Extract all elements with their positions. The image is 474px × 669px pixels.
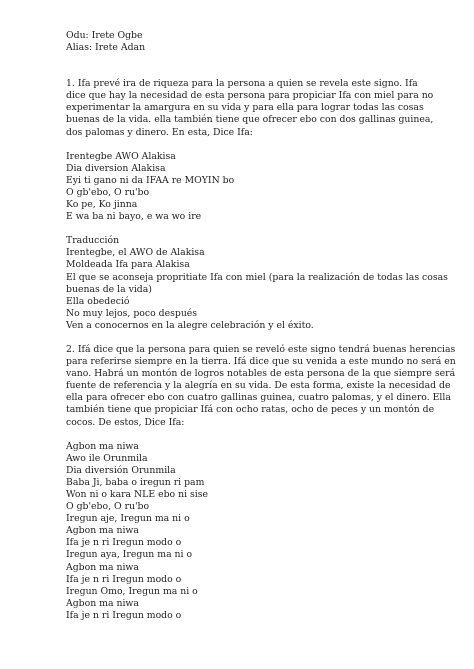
- translation-line: No muy lejos, poco después: [66, 307, 198, 319]
- translation-line: Ella obedeció: [66, 295, 130, 307]
- verse-line: E wa ba ni bayo, e wa wo ire: [66, 211, 202, 223]
- verse-line: Ko pe, Ko jinna: [66, 199, 138, 211]
- verse-line: Agbon ma niwa: [66, 440, 139, 452]
- paragraph-line: cocos. De estos, Dice Ifa:: [66, 416, 185, 428]
- verse-line: Baba Ji, baba o iregun ri pam: [66, 476, 205, 488]
- translation-line: Irentegbe, el AWO de Alakisa: [66, 247, 205, 259]
- paragraph-line: vano. Habrá un montón de logros notables de esta persona de la que siempre será: [66, 368, 456, 380]
- verse-line: Ifa je n ri Iregun modo o: [66, 573, 182, 585]
- verse-line: Iregun aya, Iregun ma ni o: [66, 549, 193, 561]
- paragraph-line: ella para ofrecer ebo con cuatro gallinas guinea, cuatro palomas, y el dinero. Ella: [66, 392, 451, 404]
- paragraph-line: también tiene que propiciar Ifá con ocho ratas, ocho de peces y un montón de: [66, 404, 435, 416]
- section-2: [66, 343, 456, 622]
- translation-line: El que se aconseja propritiate Ifa con miel (para la realización de todas las cosas: [66, 271, 448, 283]
- verse-line: Agbon ma niwa: [66, 525, 139, 537]
- verse-line: Eyi ti gano ni da IFAA re MOYIN bo: [66, 174, 235, 186]
- verse-line: Iregun aje, Iregun ma ni o: [66, 513, 190, 525]
- verse-line: Agbon ma niwa: [66, 561, 139, 573]
- document-header: [66, 30, 440, 54]
- section-1-verse: [66, 151, 440, 224]
- verse-line: Won ni o kara NLE ebo ni sise: [66, 489, 209, 500]
- alias-line: Alias: Irete Adan: [66, 42, 146, 54]
- verse-line: Ifa je n ri Iregun modo o: [66, 609, 182, 621]
- paragraph-line: 2. Ifá dice que la persona para quien se reveló este signo tendrá buenas herencias: [66, 343, 456, 355]
- translation-line: Moldeada Ifa para Alakisa: [66, 259, 190, 271]
- verse-line: O gb'ebo, O ru'bo: [66, 501, 150, 513]
- section-2-verse: [66, 441, 440, 622]
- verse-line: Iregun Omo, Iregun ma ni o: [66, 585, 198, 597]
- odu-title: Odu: Irete Ogbe: [66, 30, 143, 41]
- verse-line: Agbon ma niwa: [66, 597, 139, 609]
- verse-line: Irentegbe AWO Alakisa: [66, 150, 176, 162]
- translation-line: buenas de la vida): [66, 283, 152, 295]
- translation-line: Ven a conocernos en la alegre celebración y el éxito.: [66, 319, 314, 331]
- verse-line: Dia diversion Alakisa: [66, 162, 166, 174]
- verse-line: Awo ile Orunmila: [66, 452, 148, 464]
- section-1: [66, 78, 448, 332]
- section-1-translation: [66, 235, 448, 332]
- paragraph-line: fuente de referencia y la alegría en su vida. De esta forma, existe la necesidad de: [66, 380, 451, 392]
- translation-title: Traducción: [66, 235, 120, 247]
- verse-line: O gb'ebo, O ru'bo: [66, 186, 150, 198]
- section-2-paragraph: [66, 343, 456, 429]
- verse-line: Ifa je n ri Iregun modo o: [66, 537, 182, 549]
- section-1-paragraph: 1. Ifa prevé ira de riqueza para la persona a quien se revela este signo. Ifa dice que hay la necesidad de esta persona para propiciar Ifa con miel para no experimentar la amargura en su vida y para ella para lograr todas las cosas buenas de la vida. ella también tiene que ofrecer ebo con dos gallinas guinea, dos palomas y dinero. En esta, Dice Ifa:: [66, 78, 434, 138]
- paragraph-line: para referirse siempre en la tierra. Ifá dice que su venida a este mundo no será en: [66, 356, 456, 368]
- verse-line: Dia diversión Orunmila: [66, 464, 176, 476]
